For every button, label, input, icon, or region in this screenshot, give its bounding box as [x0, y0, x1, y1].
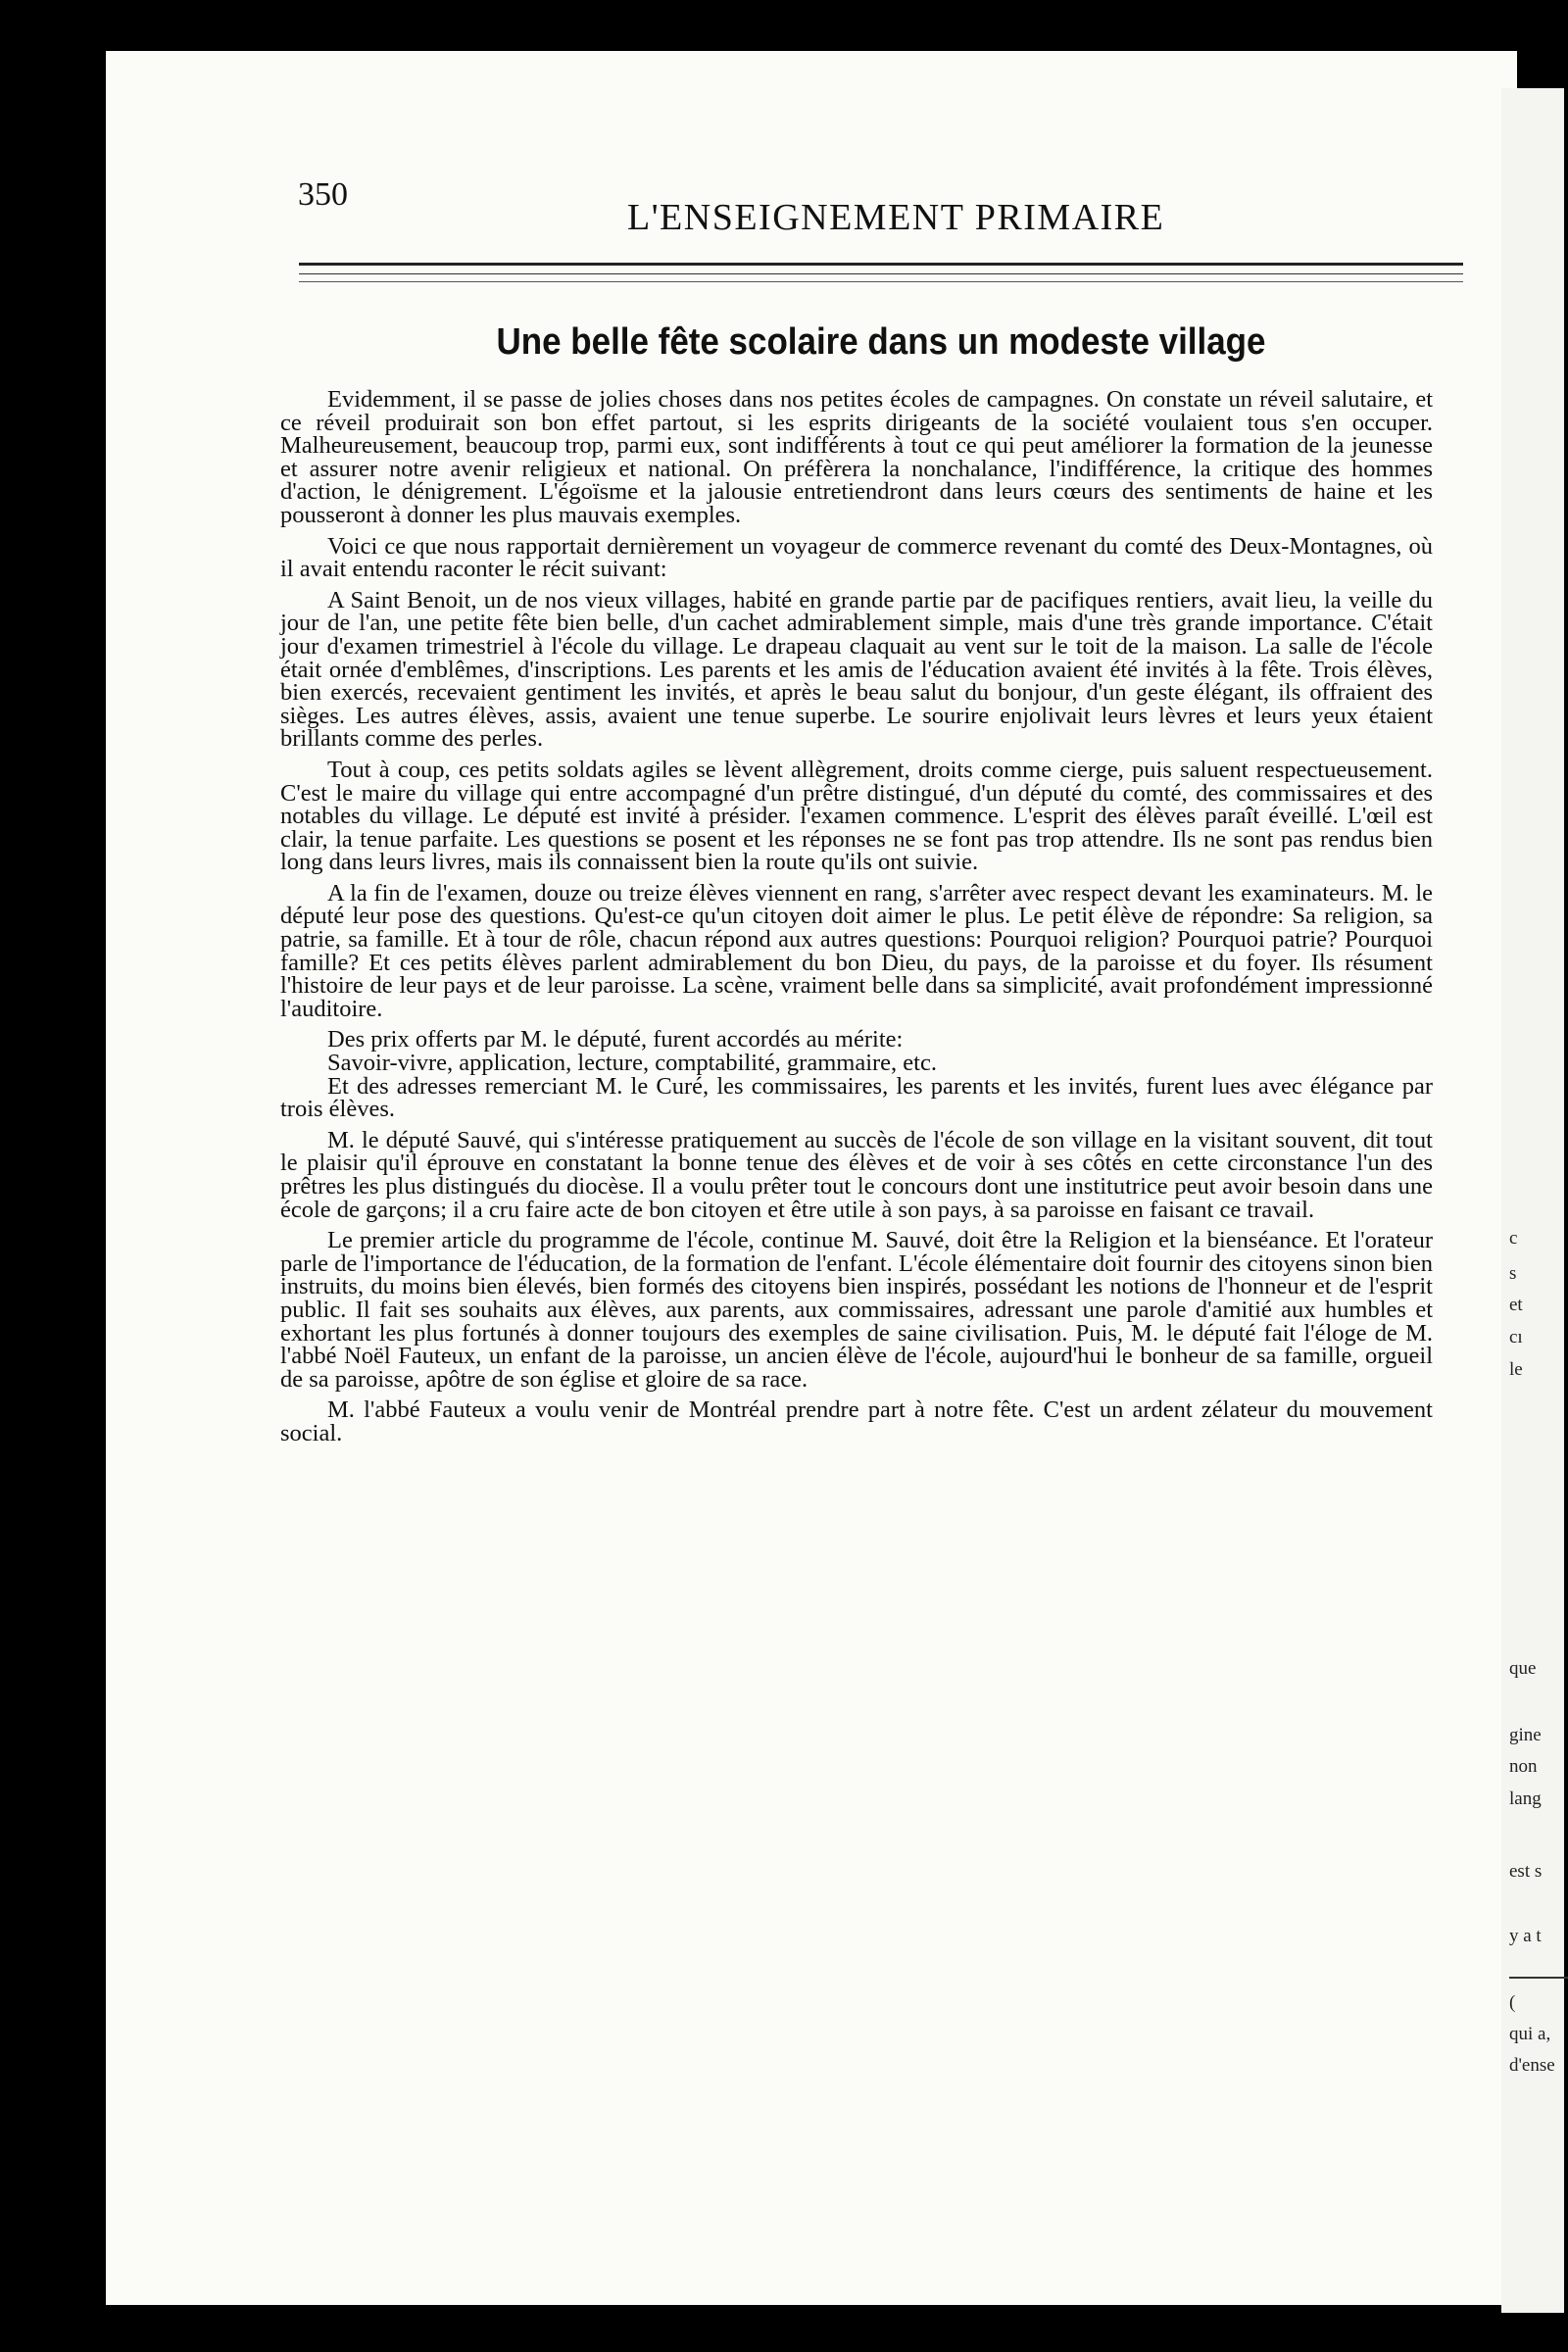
adjacent-page-fragment: (	[1509, 1992, 1516, 2013]
adjacent-page-fragment: lang	[1509, 1788, 1542, 1809]
adjacent-page-fragment: d'ense	[1509, 2055, 1555, 2076]
paragraph: Et des adresses remerciant M. le Curé, les commissaires, les parents et les invités, furent lues avec élégance par trois élèves.	[280, 1072, 1433, 1123]
adjacent-page-fragment: est s	[1509, 1861, 1543, 1882]
running-head: L'ENSEIGNEMENT PRIMAIRE	[627, 197, 1165, 238]
prize-list: Savoir-vivre, application, lecture, comptabilité, grammaire, etc.	[327, 1050, 937, 1077]
adjacent-page-edge	[1501, 88, 1568, 2313]
page-number: 350	[298, 176, 348, 213]
header-rule	[299, 263, 1463, 266]
adjacent-page-fragment: qui a,	[1509, 2024, 1551, 2044]
paragraph: Le premier article du programme de l'école, continue M. Sauvé, doit être la Religion et la bienséance. Et l'orateur parle de l'importance de l'éducation, de la formation de l'enfant. L'école élémentaire doit fournir des citoyens sinon bien instruits, du moins bien élevés, bien formés des citoyens bien inspirés, possédant les notions de l'honneur et de l'esprit public. Il fait ses souhaits aux élèves, aux parents, aux commissaires, adressant une parole d'amitié aux humbles et exhortant les plus fortunés à donner toujours des exemples de saine civilisation. Puis, M. le député fait l'éloge de M. l'abbé Noël Fauteux, un enfant de la paroisse, un ancien élève de l'école, aujourd'hui le bonheur de sa famille, orgueil de sa paroisse, apôtre de son église et gloire de sa race.	[280, 1227, 1433, 1393]
paragraph: M. le député Sauvé, qui s'intéresse pratiquement au succès de l'école de son village en la visitant souvent, dit tout le plaisir qu'il éprouve en constatant la bonne tenue des élèves et de voir à ses côtés en cette circonstance l'un des prêtres les plus distingués du diocèse. Il a voulu prêter tout le concours dont une institutrice peut avoir besoin dans une école de garçons; il a cru faire acte de bon citoyen et être utile à son pays, à sa paroisse en faisant ce travail.	[280, 1126, 1433, 1223]
adjacent-page-fragment: que	[1509, 1658, 1537, 1679]
scan-border	[1564, 88, 1568, 2313]
adjacent-page-fragment: le	[1509, 1359, 1523, 1380]
adjacent-page-fragment: c	[1509, 1228, 1518, 1249]
adjacent-page-fragment: cı	[1509, 1327, 1523, 1348]
adjacent-page-fragment: gine	[1509, 1725, 1542, 1745]
header-rule-thin	[299, 281, 1463, 282]
header-rule-thin	[299, 273, 1463, 274]
adjacent-page-fragment: y a t	[1509, 1926, 1542, 1946]
paragraph: A Saint Benoit, un de nos vieux villages, habité en grande partie par de pacifiques rentiers, avait lieu, la veille du jour de l'an, une petite fête bien belle, d'un cachet admirablement simple, mais d'une très grande importance. C'était jour d'examen trimestriel à l'école du village. Le drapeau claquait au vent sur le toit de la maison. La salle de l'école était ornée d'emblêmes, d'inscriptions. Les parents et les amis de l'éducation avaient été invités à la fête. Trois élèves, bien exercés, recevaient gentiment les invités, et après le beau salut du bonjour, d'un geste élégant, ils offraient des sièges. Les autres élèves, assis, avaient une tenue superbe. Le sourire enjolivait leurs lèvres et leurs yeux étaient brillants comme des perles.	[280, 586, 1433, 753]
article-title: Une belle fête scolaire dans un modeste village	[496, 321, 1266, 363]
adjacent-page-fragment: non	[1509, 1756, 1538, 1777]
paragraph: Tout à coup, ces petits soldats agiles se lèvent allègrement, droits comme cierge, puis saluent respectueusement. C'est le maire du village qui entre accompagné d'un prêtre distingué, d'un député du comté, des commissaires et des notables du village. Le député est invité à présider. l'examen commence. L'esprit des élèves paraît éveillé. L'œil est clair, la tenue parfaite. Les questions se posent et les réponses ne se font pas trop attendre. Ils ne sont pas rendus bien long dans leurs livres, mais ils connaissent bien la route qu'ils ont suivie.	[280, 756, 1433, 876]
adjacent-page-fragment: et	[1509, 1295, 1523, 1315]
paragraph: A la fin de l'examen, douze ou treize élèves viennent en rang, s'arrêter avec respect devant les examinateurs. M. le député leur pose des questions. Qu'est-ce qu'un citoyen doit aimer le plus. Le petit élève de répondre: Sa religion, sa patrie, sa famille. Et à tour de rôle, chacun répond aux autres questions: Pourquoi religion? Pourquoi patrie? Pourquoi famille? Et ces petits élèves parlent admirablement du bon Dieu, du pays, de la paroisse et du foyer. Ils résument l'histoire de leur pays et de leur paroisse. La scène, vraiment belle dans sa simplicité, avait profondément impressionné l'auditoire.	[280, 879, 1433, 1022]
paragraph: Voici ce que nous rapportait dernièrement un voyageur de commerce revenant du comté des Deux-Montagnes, où il avait entendu raconter le récit suivant:	[280, 532, 1433, 583]
adjacent-page-rule	[1509, 1977, 1568, 1979]
article-body	[280, 388, 1433, 1453]
adjacent-page-fragment: s	[1509, 1263, 1517, 1284]
paragraph: M. l'abbé Fauteux a voulu venir de Montréal prendre part à notre fête. C'est un ardent zélateur du mouvement social.	[280, 1396, 1433, 1446]
paragraph: Des prix offerts par M. le député, furent accordés au mérite:	[327, 1026, 904, 1054]
paragraph: Evidemment, il se passe de jolies choses dans nos petites écoles de campagnes. On constate un réveil salutaire, et ce réveil produirait son bon effet partout, si les esprits dirigeants de la société voulaient tous s'en occuper. Malheureusement, beaucoup trop, parmi eux, sont indifférents à tout ce qui peut améliorer la formation de la jeunesse et assurer notre avenir religieux et national. On préfèrera la nonchalance, l'indifférence, la critique des hommes d'action, le dénigrement. L'égoïsme et la jalousie entretiendront dans leurs cœurs des sentiments de haine et les pousseront à donner les plus mauvais exemples.	[280, 386, 1433, 528]
